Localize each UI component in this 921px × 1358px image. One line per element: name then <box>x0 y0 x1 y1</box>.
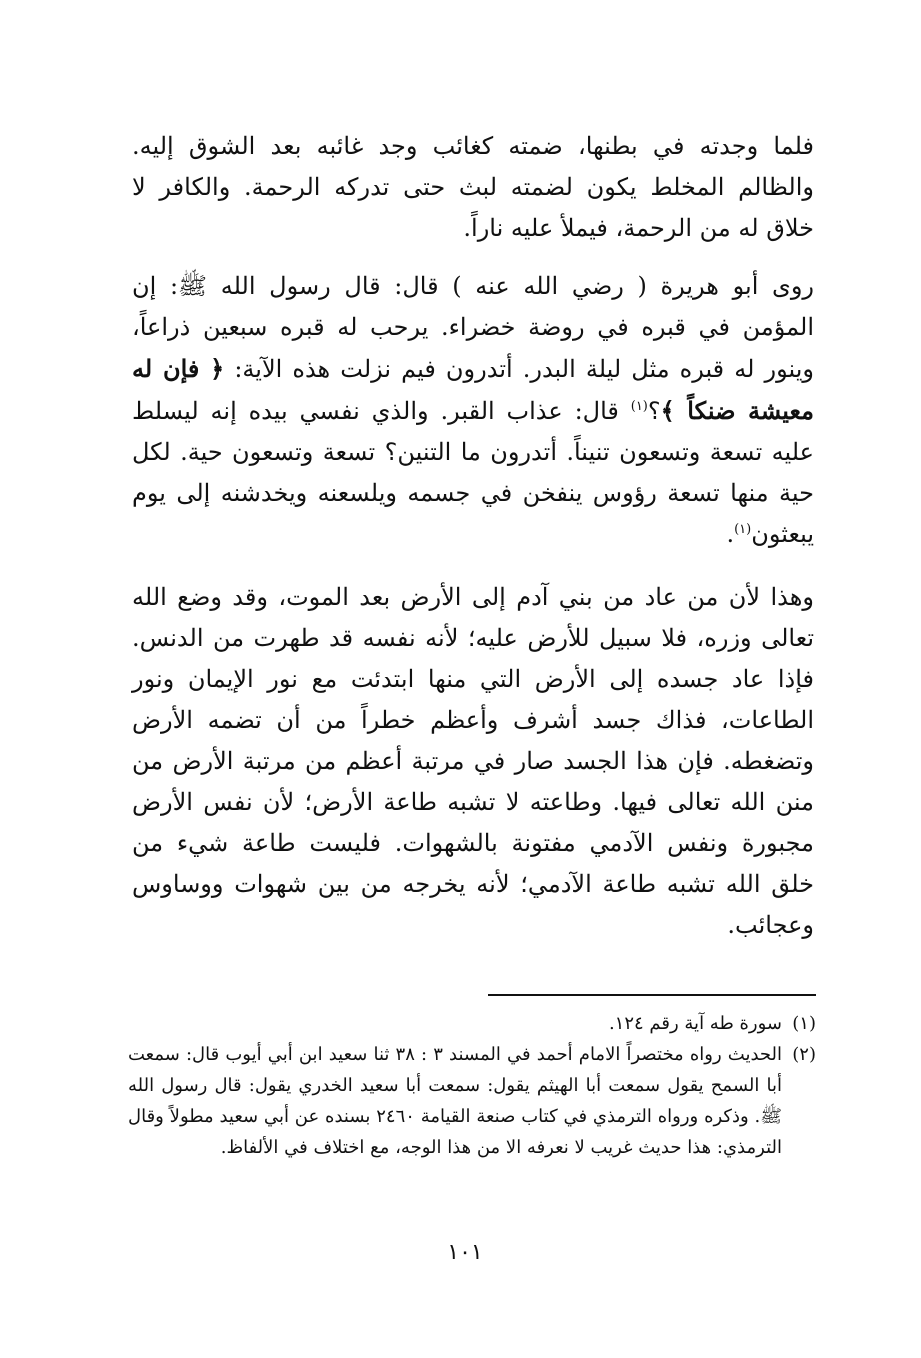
paragraph-1: فلما وجدته في بطنها، ضمته كغائب وجد غائبه بعد الشوق إليه. والظالم المخلط يكون لضمته لبث حتى تدركه الرحمة. والكافر لا خلاق له من الرحمة، فيملأ عليه ناراً. <box>132 132 814 242</box>
hadith-text-after: قال: عذاب القبر. والذي نفسي بيده إنه ليسلط عليه تسعة وتسعون تنيناً. أتدرون ما التنين؟ تسعة وتسعون حية. لكل حية منها تسعة رؤوس ينفخن في جسمه ويلسعنه ويخدشنه إلى يوم يبعثون <box>132 397 814 548</box>
quran-verse: ﴿ فإن له معيشة ضنكاً ﴾ <box>132 354 814 425</box>
page-number: ١٠١ <box>447 1240 483 1265</box>
footnote-2 <box>128 1039 816 1163</box>
paragraph-3: وهذا لأن من عاد من بني آدم إلى الأرض بعد الموت، وقد وضع الله تعالى وزره، فلا سبيل للأرض عليه؛ لأنه نفسه قد طهرت من الدنس. فإذا عاد جسده إلى الأرض التي منها ابتدئت مع نور الإيمان ونور الطاعات، فذاك جسد أشرف وأعظم خطراً من أن تضمه الأرض وتضغطه. فإن هذا الجسد صار في مرتبة أعظم من مرتبة الأرض من منن الله تعالى فيها. وطاعته لا تشبه طاعة الأرض؛ لأن نفس الأرض مجبورة ونفس الآدمي مفتونة بالشهوات. فليست طاعة شيء من خلق الله تشبه طاعة الآدمي؛ لأنه يخرجه من بين شهوات ووساوس وعجائب. <box>132 583 814 939</box>
footnote-2-number: (٢) <box>792 1044 816 1065</box>
footnote-2-text: الحديث رواه مختصراً الامام أحمد في المسند ٣ : ٣٨ ثنا سعيد ابن أبي أيوب قال: سمعت أبا السمح يقول سمعت أبا الهيثم يقول: سمعت أبا سعيد الخدري يقول: قال رسول الله ﷺ. وذكره ورواه الترمذي في كتاب صنعة القيامة ٢٤٦٠ بسنده عن أبي سعيد مطولاً وقال الترمذي: هذا حديث غريب لا نعرفه الا من هذا الوجه، مع اختلاف في الألفاظ. <box>128 1044 783 1158</box>
hadith-text-before: روى أبو هريرة ( رضي الله عنه ) قال: قال رسول الله ﷺ: إن المؤمن في قبره في روضة خضراء. يرحب له قبره سبعين ذراعاً، وينور له قبره مثل ليلة البدر. أتدرون فيم نزلت هذه الآية: <box>132 272 814 383</box>
footnote-ref-1: (١) <box>630 399 648 414</box>
footnote-1-number: (١) <box>792 1013 816 1034</box>
hadith-text-end: . <box>726 520 735 548</box>
footnote-1-text: سورة طه آية رقم ١٢٤. <box>608 1013 782 1034</box>
footnote-1 <box>128 1008 816 1039</box>
paragraph-2 <box>132 266 814 555</box>
footnote-ref-2: (١) <box>734 522 752 537</box>
verse-question-mark: ؟ <box>647 397 661 425</box>
footnotes-list <box>128 1008 816 1163</box>
footnote-divider <box>488 994 816 996</box>
